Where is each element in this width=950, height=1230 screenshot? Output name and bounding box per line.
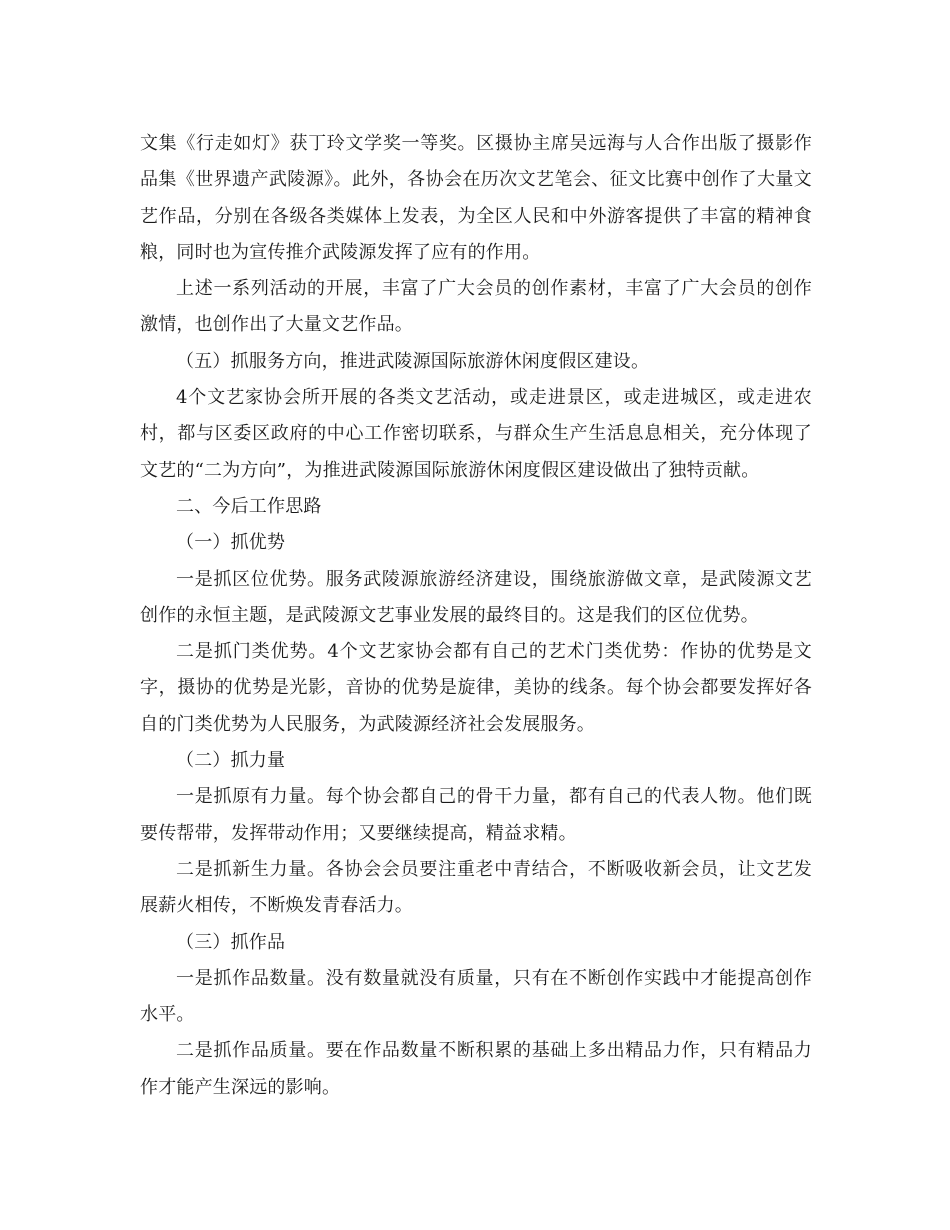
paragraph-activities-summary: 上述一系列活动的开展，丰富了广大会员的创作素材，丰富了广大会员的创作激情，也创作出了大量文艺作品。: [140, 278, 812, 336]
paragraph-category-advantage: 二是抓门类优势。4个文艺家协会都有自己的艺术门类优势：作协的优势是文字，摄协的优势是光影，音协的优势是旋律，美协的线条。每个协会都要发挥好各自的门类优势为人民服务，为武陵源经济社会发展服务。: [140, 641, 812, 735]
paragraph-existing-strength: 一是抓原有力量。每个协会都自己的骨干力量，都有自己的代表人物。他们既要传帮带，发挥带动作用；又要继续提高，精益求精。: [140, 786, 812, 844]
paragraph-location-advantage: 一是抓区位优势。服务武陵源旅游经济建设，围绕旅游做文章，是武陵源文艺创作的永恒主题，是武陵源文艺事业发展的最终目的。这是我们的区位优势。: [140, 568, 812, 626]
chapter-heading-future-work: 二、今后工作思路: [176, 495, 322, 517]
paragraph-works-quality: 二是抓作品质量。要在作品数量不断积累的基础上多出精品力作，只有精品力作才能产生深远的影响。: [140, 1040, 812, 1098]
paragraph-awards-and-works: 文集《行走如灯》获丁玲文学奖一等奖。区摄协主席吴远海与人合作出版了摄影作品集《世界遗产武陵源》。此外，各协会在历次文艺笔会、征文比赛中创作了大量文艺作品，分别在各级各类媒体上发表，为全区人民和中外游客提供了丰富的精神食粮，同时也为宣传推介武陵源发挥了应有的作用。: [140, 133, 812, 263]
paragraph-works-quantity: 一是抓作品数量。没有数量就没有质量，只有在不断创作实践中才能提高创作水平。: [140, 967, 812, 1026]
section-heading-works: （三）抓作品: [176, 931, 286, 953]
paragraph-service-direction: 4个文艺家协会所开展的各类文艺活动，或走进景区，或走进城区，或走进农村，都与区委区政府的中心工作密切联系，与群众生产生活息息相关，充分体现了文艺的“二为方向”，为推进武陵源国际旅游休闲度假区建设做出了独特贡献。: [140, 387, 812, 481]
section-heading-service-direction: （五）抓服务方向，推进武陵源国际旅游休闲度假区建设。: [176, 350, 650, 372]
paragraph-new-strength: 二是抓新生力量。各协会会员要注重老中青结合，不断吸收新会员，让文艺发展薪火相传，不断焕发青春活力。: [140, 858, 812, 917]
section-heading-strength: （二）抓力量: [176, 750, 286, 772]
section-heading-advantages: （一）抓优势: [176, 532, 286, 554]
document-body: [140, 126, 812, 1106]
